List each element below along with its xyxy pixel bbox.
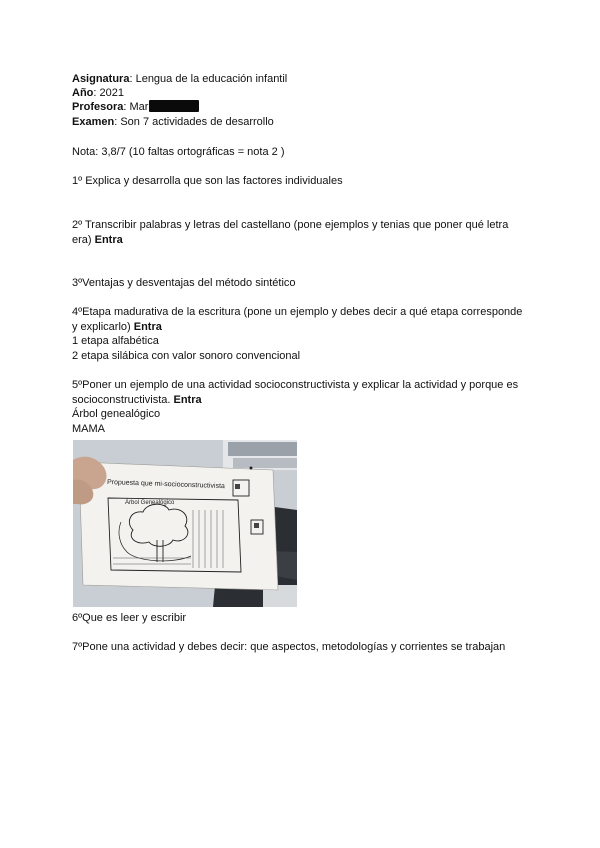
question-2-line-1: 2º Transcribir palabras y letras del castellano (pone ejemplos y tenias que poner qué letra xyxy=(72,219,509,231)
question-2-entra: Entra xyxy=(94,234,123,246)
grade-line: Nota: 3,8/7 (10 faltas ortográficas = nota 2 ) xyxy=(72,146,285,158)
question-4-item-2: 2 etapa silábica con valor sonoro convencional xyxy=(72,350,301,362)
question-5-line-2 xyxy=(72,393,202,407)
teacher-value: : Mar xyxy=(123,101,149,113)
question-4-line-1: 4ºEtapa madurativa de la escritura (pone un ejemplo y debes decir a qué etapa corresponde xyxy=(72,306,523,318)
subject-line xyxy=(72,72,287,86)
exam-value: : Son 7 actividades de desarrollo xyxy=(114,116,274,128)
question-2-line-2 xyxy=(72,233,123,247)
subject-label: Asignatura xyxy=(72,73,130,85)
question-5-item-2: MAMA xyxy=(72,423,105,435)
question-5-item-1: Árbol genealógico xyxy=(72,408,161,420)
exam-line xyxy=(72,115,274,129)
question-4-line-2 xyxy=(72,320,162,334)
teacher-label: Profesora xyxy=(72,101,124,113)
year-label: Año xyxy=(72,87,94,99)
exam-label: Examen xyxy=(72,116,115,128)
photo-drawing xyxy=(73,440,297,607)
question-5-line-1: 5ºPoner un ejemplo de una actividad socioconstructivista y explicar la actividad y porque es xyxy=(72,379,519,391)
question-4-text: y explicarlo) xyxy=(72,321,131,333)
question-2-text: era) xyxy=(72,234,92,246)
question-4-item-1: 1 etapa alfabética xyxy=(72,335,159,347)
question-4-entra: Entra xyxy=(133,321,162,333)
question-7: 7ºPone una actividad y debes decir: que aspectos, metodologías y corrientes se trabajan xyxy=(72,641,506,653)
redaction-bar xyxy=(149,100,199,112)
question-1: 1º Explica y desarrolla que son las factores individuales xyxy=(72,175,343,187)
activity-photo xyxy=(73,440,297,607)
year-line xyxy=(72,86,124,100)
subject-value: : Lengua de la educación infantil xyxy=(129,73,288,85)
question-3: 3ºVentajas y desventajas del método sintético xyxy=(72,277,296,289)
question-5-text: socioconstructivista. xyxy=(72,394,171,406)
question-5-entra: Entra xyxy=(173,394,202,406)
photo-label: Árbol Genealógico xyxy=(125,500,175,506)
teacher-line xyxy=(72,100,199,114)
question-6: 6ºQue es leer y escribir xyxy=(72,612,187,624)
year-value: : 2021 xyxy=(93,87,124,99)
photo-handwriting: Propuesta que mi-socioconstructivista xyxy=(106,479,225,491)
